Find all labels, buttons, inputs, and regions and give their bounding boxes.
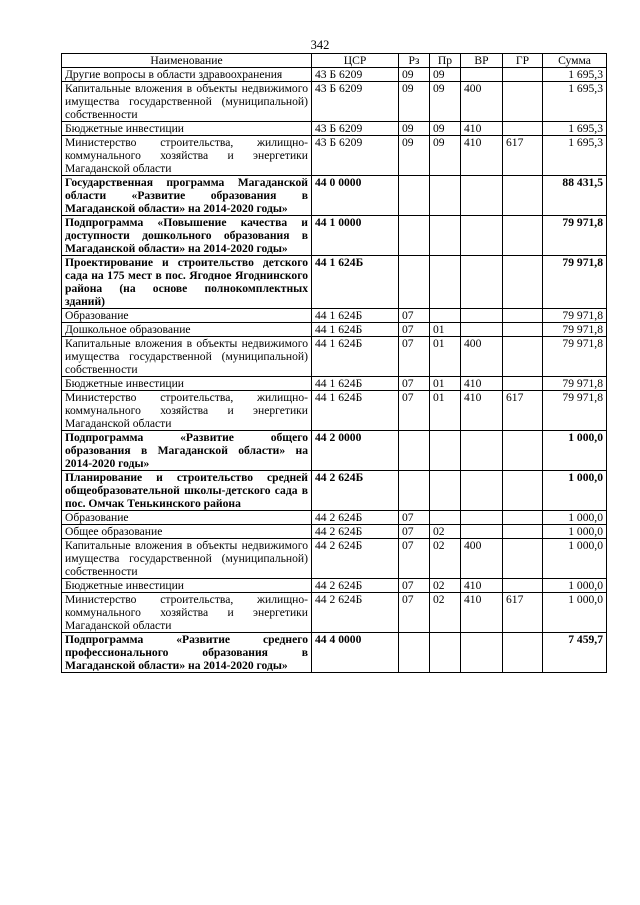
cell-csr: 44 1 624Б [312, 377, 399, 391]
cell-rz: 07 [399, 539, 430, 579]
cell-pr: 01 [430, 377, 461, 391]
table-row [62, 122, 607, 136]
cell-pr [430, 176, 461, 216]
cell-name: Дошкольное образование [62, 323, 312, 337]
cell-csr: 44 2 624Б [312, 593, 399, 633]
cell-csr: 44 1 624Б [312, 337, 399, 377]
cell-csr: 44 2 624Б [312, 525, 399, 539]
cell-name: Министерство строительства, жилищно-коммунального хозяйства и энергетики Магаданской области [62, 593, 312, 633]
cell-vr [461, 176, 503, 216]
cell-name: Бюджетные инвестиции [62, 122, 312, 136]
cell-sum: 79 971,8 [543, 391, 607, 431]
cell-pr: 02 [430, 539, 461, 579]
cell-gr [503, 309, 543, 323]
header-pr: Пр [430, 54, 461, 68]
cell-rz: 09 [399, 82, 430, 122]
cell-pr: 09 [430, 68, 461, 82]
cell-rz [399, 176, 430, 216]
table-row [62, 593, 607, 633]
cell-pr [430, 511, 461, 525]
cell-vr [461, 323, 503, 337]
cell-sum: 1 000,0 [543, 579, 607, 593]
cell-sum: 1 695,3 [543, 68, 607, 82]
cell-sum: 1 000,0 [543, 525, 607, 539]
cell-sum: 88 431,5 [543, 176, 607, 216]
table-row [62, 539, 607, 579]
table-row [62, 216, 607, 256]
cell-pr: 09 [430, 122, 461, 136]
cell-pr [430, 471, 461, 511]
cell-pr [430, 309, 461, 323]
cell-vr [461, 216, 503, 256]
cell-csr: 44 1 624Б [312, 391, 399, 431]
cell-sum: 79 971,8 [543, 323, 607, 337]
cell-rz [399, 633, 430, 673]
table-row [62, 323, 607, 337]
table-row [62, 525, 607, 539]
cell-name: Капитальные вложения в объекты недвижимого имущества государственной (муниципальной) собственности [62, 82, 312, 122]
cell-sum: 79 971,8 [543, 337, 607, 377]
table-row [62, 471, 607, 511]
cell-name: Министерство строительства, жилищно-коммунального хозяйства и энергетики Магаданской области [62, 136, 312, 176]
cell-gr [503, 539, 543, 579]
cell-vr [461, 471, 503, 511]
cell-gr [503, 511, 543, 525]
table-row [62, 337, 607, 377]
cell-vr [461, 256, 503, 309]
table-row [62, 82, 607, 122]
cell-rz [399, 256, 430, 309]
cell-csr: 44 1 624Б [312, 323, 399, 337]
cell-pr [430, 256, 461, 309]
cell-csr: 44 0 0000 [312, 176, 399, 216]
cell-vr [461, 525, 503, 539]
cell-rz: 07 [399, 525, 430, 539]
cell-gr [503, 337, 543, 377]
cell-gr [503, 431, 543, 471]
cell-csr: 43 Б 6209 [312, 82, 399, 122]
cell-name: Планирование и строительство средней общеобразовательной школы-детского сада в пос. Омчак Тенькинского района [62, 471, 312, 511]
cell-name: Проектирование и строительство детского сада на 175 мест в пос. Ягодное Ягоднинского района (на основе полнокомплектных зданий) [62, 256, 312, 309]
cell-rz: 07 [399, 377, 430, 391]
cell-sum: 1 695,3 [543, 122, 607, 136]
cell-pr: 02 [430, 525, 461, 539]
cell-gr [503, 176, 543, 216]
cell-sum: 79 971,8 [543, 309, 607, 323]
table-row [62, 377, 607, 391]
cell-vr: 400 [461, 82, 503, 122]
cell-rz: 09 [399, 136, 430, 176]
cell-rz: 09 [399, 68, 430, 82]
header-name: Наименование [62, 54, 312, 68]
cell-csr: 44 2 624Б [312, 511, 399, 525]
cell-csr: 44 2 624Б [312, 579, 399, 593]
cell-gr: 617 [503, 136, 543, 176]
cell-vr: 410 [461, 579, 503, 593]
cell-name: Капитальные вложения в объекты недвижимого имущества государственной (муниципальной) собственности [62, 539, 312, 579]
cell-sum: 7 459,7 [543, 633, 607, 673]
cell-vr [461, 511, 503, 525]
cell-gr [503, 122, 543, 136]
cell-gr: 617 [503, 593, 543, 633]
table-row [62, 68, 607, 82]
cell-pr: 02 [430, 579, 461, 593]
cell-rz: 07 [399, 337, 430, 377]
cell-vr [461, 431, 503, 471]
cell-name: Подпрограмма «Развитие общего образования в Магаданской области» на 2014-2020 годы» [62, 431, 312, 471]
cell-csr: 44 1 624Б [312, 256, 399, 309]
cell-sum: 1 000,0 [543, 511, 607, 525]
table-row [62, 431, 607, 471]
cell-csr: 43 Б 6209 [312, 68, 399, 82]
cell-csr: 44 2 624Б [312, 539, 399, 579]
cell-vr: 400 [461, 539, 503, 579]
cell-sum: 79 971,8 [543, 256, 607, 309]
cell-vr [461, 309, 503, 323]
cell-vr: 410 [461, 122, 503, 136]
cell-csr: 44 1 0000 [312, 216, 399, 256]
header-gr: ГР [503, 54, 543, 68]
table-row [62, 579, 607, 593]
cell-pr: 01 [430, 323, 461, 337]
table-header-row [62, 54, 607, 68]
cell-gr [503, 68, 543, 82]
page-number: 342 [310, 38, 330, 52]
cell-name: Бюджетные инвестиции [62, 579, 312, 593]
cell-vr: 410 [461, 377, 503, 391]
cell-pr [430, 431, 461, 471]
cell-vr: 410 [461, 136, 503, 176]
cell-name: Государственная программа Магаданской области «Развитие образования в Магаданской области» на 2014-2020 годы» [62, 176, 312, 216]
cell-vr: 400 [461, 337, 503, 377]
cell-sum: 1 000,0 [543, 431, 607, 471]
cell-rz: 07 [399, 323, 430, 337]
cell-rz [399, 431, 430, 471]
table-row [62, 391, 607, 431]
cell-rz [399, 471, 430, 511]
cell-name: Подпрограмма «Повышение качества и доступности дошкольного образования в Магаданской области» на 2014-2020 годы» [62, 216, 312, 256]
cell-csr: 44 1 624Б [312, 309, 399, 323]
cell-name: Образование [62, 309, 312, 323]
cell-gr [503, 471, 543, 511]
cell-rz: 07 [399, 593, 430, 633]
cell-vr [461, 633, 503, 673]
cell-sum: 1 695,3 [543, 82, 607, 122]
cell-gr [503, 82, 543, 122]
cell-pr: 02 [430, 593, 461, 633]
table-row [62, 309, 607, 323]
cell-rz: 07 [399, 579, 430, 593]
cell-gr [503, 633, 543, 673]
cell-rz: 07 [399, 511, 430, 525]
cell-rz: 09 [399, 122, 430, 136]
cell-vr: 410 [461, 391, 503, 431]
table-row [62, 633, 607, 673]
cell-name: Бюджетные инвестиции [62, 377, 312, 391]
header-sum: Сумма [543, 54, 607, 68]
header-rz: Рз [399, 54, 430, 68]
cell-name: Подпрограмма «Развитие среднего профессионального образования в Магаданской области» на 2014-2020 годы» [62, 633, 312, 673]
cell-pr: 09 [430, 82, 461, 122]
cell-gr: 617 [503, 391, 543, 431]
cell-sum: 1 695,3 [543, 136, 607, 176]
cell-csr: 44 2 0000 [312, 431, 399, 471]
cell-sum: 1 000,0 [543, 539, 607, 579]
cell-name: Общее образование [62, 525, 312, 539]
cell-gr [503, 216, 543, 256]
cell-csr: 44 2 624Б [312, 471, 399, 511]
cell-rz [399, 216, 430, 256]
cell-pr: 01 [430, 337, 461, 377]
table-row [62, 136, 607, 176]
cell-sum: 79 971,8 [543, 216, 607, 256]
cell-pr [430, 216, 461, 256]
cell-csr: 43 Б 6209 [312, 136, 399, 176]
cell-gr [503, 525, 543, 539]
cell-pr [430, 633, 461, 673]
cell-vr [461, 68, 503, 82]
cell-csr: 43 Б 6209 [312, 122, 399, 136]
cell-name: Министерство строительства, жилищно-коммунального хозяйства и энергетики Магаданской области [62, 391, 312, 431]
table-body [62, 68, 607, 673]
cell-rz: 07 [399, 309, 430, 323]
table-row [62, 176, 607, 216]
cell-pr: 09 [430, 136, 461, 176]
cell-gr [503, 377, 543, 391]
cell-gr [503, 323, 543, 337]
header-vr: ВР [461, 54, 503, 68]
cell-rz: 07 [399, 391, 430, 431]
header-csr: ЦСР [312, 54, 399, 68]
cell-sum: 79 971,8 [543, 377, 607, 391]
cell-pr: 01 [430, 391, 461, 431]
cell-name: Образование [62, 511, 312, 525]
cell-sum: 1 000,0 [543, 593, 607, 633]
cell-sum: 1 000,0 [543, 471, 607, 511]
cell-gr [503, 256, 543, 309]
cell-name: Другие вопросы в области здравоохранения [62, 68, 312, 82]
budget-table [61, 53, 607, 673]
cell-vr: 410 [461, 593, 503, 633]
table-row [62, 256, 607, 309]
cell-csr: 44 4 0000 [312, 633, 399, 673]
table-row [62, 511, 607, 525]
cell-gr [503, 579, 543, 593]
cell-name: Капитальные вложения в объекты недвижимого имущества государственной (муниципальной) собственности [62, 337, 312, 377]
